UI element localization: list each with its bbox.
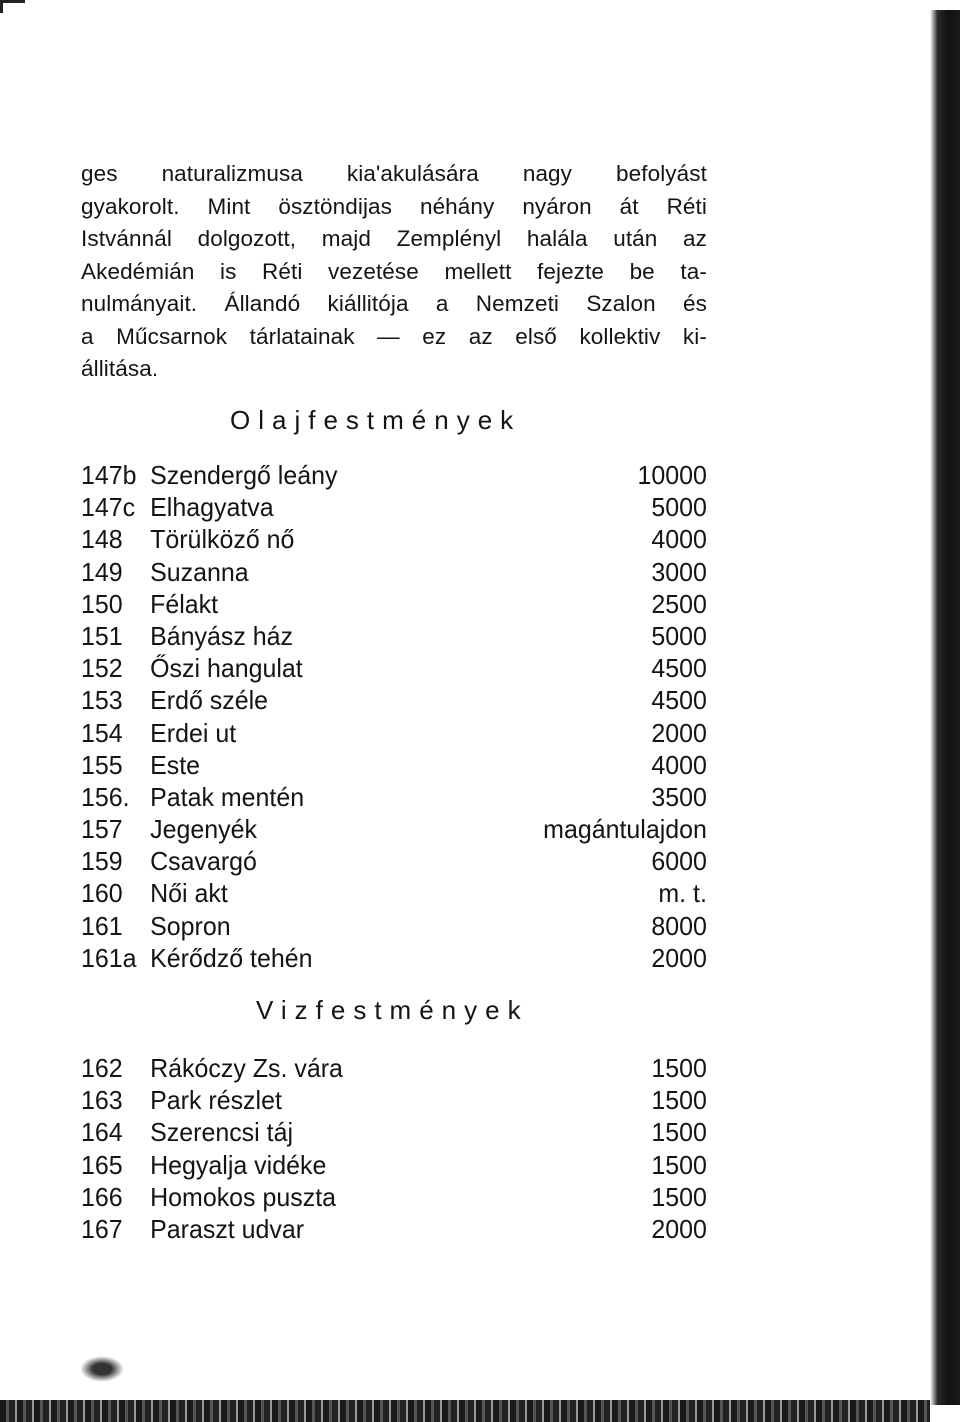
catalog-number: 161 — [81, 910, 123, 941]
artwork-title: Őszi hangulat — [150, 653, 303, 684]
catalog-row — [81, 652, 707, 684]
catalog-row — [81, 1084, 707, 1116]
artwork-price: 1500 — [651, 1181, 707, 1212]
catalog-number: 151 — [81, 620, 123, 651]
intro-line — [81, 223, 707, 256]
intro-word: Réti — [262, 258, 303, 284]
artwork-price: 1500 — [651, 1117, 707, 1148]
artwork-price: 1500 — [651, 1085, 707, 1116]
intro-word: Mint — [207, 193, 251, 219]
catalog-number: 155 — [81, 749, 123, 780]
intro-word: naturalizmusa — [161, 161, 303, 186]
artwork-title: Homokos puszta — [150, 1181, 337, 1212]
artwork-title: Kérődző tehén — [150, 942, 313, 973]
intro-word: a — [81, 323, 94, 349]
catalog-row — [81, 588, 707, 620]
intro-line — [81, 158, 707, 191]
catalog-row — [81, 877, 707, 909]
artwork-title: Törülköző nő — [150, 524, 295, 555]
artwork-price: 4000 — [651, 749, 707, 780]
catalog-number: 150 — [81, 588, 123, 619]
intro-line — [81, 191, 707, 224]
artwork-price: 6000 — [651, 846, 707, 877]
artwork-price: 10000 — [637, 460, 707, 490]
intro-word: kiállitója — [327, 291, 409, 316]
intro-word: Állandó — [224, 291, 301, 316]
intro-paragraph — [81, 158, 707, 386]
scan-bottom-edge — [0, 1400, 930, 1422]
artwork-price: 8000 — [651, 910, 707, 941]
intro-word: Istvánnál — [81, 226, 172, 251]
catalog-number: 156. — [81, 781, 130, 812]
scan-right-edge — [930, 10, 960, 1405]
oil-paintings-list — [81, 459, 707, 974]
ink-smudge — [80, 1356, 124, 1382]
catalog-number: 149 — [81, 556, 123, 587]
intro-word: ki- — [682, 323, 707, 349]
catalog-number: 162 — [81, 1053, 123, 1083]
intro-word: vezetése — [328, 258, 419, 284]
catalog-row — [81, 942, 707, 974]
artwork-price: 1500 — [651, 1149, 707, 1180]
artwork-title: Félakt — [150, 588, 219, 619]
artwork-title: Női akt — [150, 878, 228, 909]
catalog-row — [81, 684, 707, 716]
catalog-row — [81, 491, 707, 523]
section-heading-oil-paintings: Olajfestmények — [230, 405, 522, 435]
catalog-row — [81, 556, 707, 588]
intro-word: kollektiv — [579, 323, 661, 349]
artwork-title: Rákóczy Zs. vára — [150, 1053, 343, 1083]
intro-word: ges — [81, 161, 118, 186]
catalog-number: 157 — [81, 814, 123, 845]
artwork-title: Patak mentén — [150, 781, 305, 812]
intro-word: ez — [422, 323, 447, 349]
intro-word: mellett — [444, 258, 512, 284]
artwork-price: magántulajdon — [543, 814, 707, 845]
artwork-price: 4500 — [651, 685, 707, 716]
artwork-title: Bányász ház — [150, 620, 294, 651]
intro-word: Szalon — [586, 291, 656, 316]
intro-word: is — [220, 258, 237, 284]
intro-word: kia'akulására — [346, 161, 479, 186]
intro-word: első — [515, 323, 557, 349]
catalog-row — [81, 781, 707, 813]
intro-word: nyáron — [522, 193, 592, 219]
intro-word: nulmányait. — [81, 291, 198, 316]
artwork-price: m. t. — [658, 878, 707, 909]
artwork-price: 4000 — [651, 524, 707, 555]
catalog-row — [81, 523, 707, 555]
catalog-row — [81, 910, 707, 942]
intro-word: tárlatainak — [249, 323, 355, 349]
artwork-title: Suzanna — [150, 556, 249, 587]
intro-word: — — [377, 323, 400, 349]
artwork-title: Erdő széle — [150, 685, 269, 716]
section-heading-watercolors: Vizfestmények — [256, 995, 529, 1025]
catalog-number: 152 — [81, 653, 123, 684]
artwork-title: Hegyalja vidéke — [150, 1149, 327, 1180]
intro-word: majd — [321, 226, 371, 251]
catalog-row — [81, 620, 707, 652]
intro-word: állitása. — [81, 356, 159, 381]
intro-word: Akedémián — [81, 258, 195, 284]
intro-word: Műcsarnok — [116, 323, 228, 349]
catalog-row — [81, 1052, 707, 1084]
catalog-number: 167 — [81, 1213, 123, 1244]
intro-word: és — [683, 291, 707, 316]
catalog-row — [81, 459, 707, 491]
intro-word: be — [629, 258, 655, 284]
intro-word: ösztöndijas — [278, 193, 393, 219]
artwork-price: 3000 — [651, 556, 707, 587]
artwork-price: 2000 — [651, 942, 707, 973]
intro-line — [81, 321, 707, 354]
catalog-row — [81, 845, 707, 877]
intro-line — [81, 256, 707, 289]
catalog-number: 161a — [81, 942, 137, 973]
catalog-row — [81, 1181, 707, 1213]
artwork-title: Csavargó — [150, 846, 257, 877]
intro-word: befolyást — [616, 161, 707, 186]
catalog-row — [81, 1116, 707, 1148]
intro-word: Réti — [666, 193, 707, 219]
catalog-row — [81, 749, 707, 781]
catalog-row — [81, 1149, 707, 1181]
scan-corner-mark — [0, 0, 25, 13]
catalog-number: 159 — [81, 846, 123, 877]
catalog-number: 163 — [81, 1085, 123, 1116]
catalog-number: 165 — [81, 1149, 123, 1180]
intro-word: néhány — [419, 193, 495, 219]
artwork-title: Park részlet — [150, 1085, 282, 1116]
intro-word: Nemzeti — [475, 291, 560, 316]
artwork-price: 2000 — [651, 1213, 707, 1244]
artwork-price: 5000 — [651, 620, 707, 651]
catalog-row — [81, 717, 707, 749]
catalog-number: 147c — [81, 492, 136, 523]
intro-word: után — [613, 226, 658, 251]
catalog-number: 160 — [81, 878, 123, 909]
artwork-price: 2000 — [651, 717, 707, 748]
intro-word: ta- — [680, 258, 707, 284]
intro-word: a — [435, 291, 449, 316]
catalog-number: 164 — [81, 1117, 123, 1148]
artwork-title: Paraszt udvar — [150, 1213, 305, 1244]
intro-word: dolgozott, — [197, 226, 297, 251]
intro-word: gyakorolt. — [81, 193, 180, 219]
catalog-number: 153 — [81, 685, 123, 716]
intro-word: halála — [526, 226, 588, 251]
artwork-price: 2500 — [651, 588, 707, 619]
artwork-title: Elhagyatva — [150, 492, 274, 523]
catalog-row — [81, 813, 707, 845]
artwork-title: Szerencsi táj — [150, 1117, 294, 1148]
catalog-number: 148 — [81, 524, 123, 555]
artwork-title: Jegenyék — [150, 814, 257, 845]
artwork-title: Szendergő leány — [150, 460, 338, 490]
intro-word: fejezte — [537, 258, 604, 284]
artwork-title: Erdei ut — [150, 717, 237, 748]
artwork-price: 5000 — [651, 492, 707, 523]
watercolors-list — [81, 1052, 707, 1245]
intro-line — [81, 288, 707, 321]
artwork-price: 3500 — [651, 781, 707, 812]
intro-word: nagy — [522, 161, 573, 186]
intro-word: az — [468, 323, 493, 349]
catalog-number: 147b — [81, 460, 137, 490]
catalog-row — [81, 1213, 707, 1245]
artwork-price: 4500 — [651, 653, 707, 684]
intro-line — [81, 353, 707, 386]
intro-word: az — [683, 226, 707, 251]
catalog-number: 154 — [81, 717, 123, 748]
intro-word: át — [619, 193, 639, 219]
artwork-title: Este — [150, 749, 201, 780]
catalog-number: 166 — [81, 1181, 123, 1212]
intro-word: Zemplényl — [396, 226, 502, 251]
artwork-price: 1500 — [651, 1053, 707, 1083]
artwork-title: Sopron — [150, 910, 231, 941]
